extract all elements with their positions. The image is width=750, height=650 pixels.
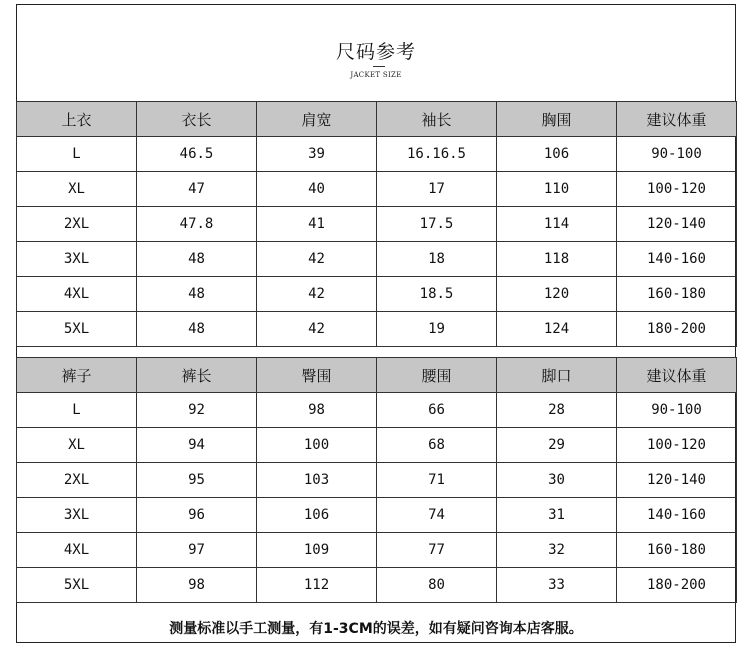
jacket-cell: 2XL	[17, 207, 137, 242]
pants-cell: 29	[497, 428, 617, 463]
pants-row	[17, 463, 737, 498]
pants-cell: 4XL	[17, 533, 137, 568]
jacket-cell: 110	[497, 172, 617, 207]
pants-cell: 68	[377, 428, 497, 463]
title-divider	[373, 66, 385, 67]
pants-cell: 3XL	[17, 498, 137, 533]
jacket-cell: 160-180	[617, 277, 737, 312]
pants-cell: 32	[497, 533, 617, 568]
pants-header-cell: 臀围	[257, 358, 377, 393]
jacket-cell: 42	[257, 242, 377, 277]
pants-cell: 5XL	[17, 568, 137, 603]
jacket-row	[17, 242, 737, 277]
jacket-cell: 46.5	[137, 137, 257, 172]
pants-cell: 71	[377, 463, 497, 498]
pants-cell: 112	[257, 568, 377, 603]
pants-cell: 100	[257, 428, 377, 463]
jacket-cell: 5XL	[17, 312, 137, 347]
pants-cell: 33	[497, 568, 617, 603]
jacket-cell: 180-200	[617, 312, 737, 347]
pants-cell: 100-120	[617, 428, 737, 463]
pants-cell: 140-160	[617, 498, 737, 533]
jacket-cell: 18.5	[377, 277, 497, 312]
jacket-cell: L	[17, 137, 137, 172]
jacket-header-cell: 肩宽	[257, 102, 377, 137]
title-area	[17, 5, 735, 101]
jacket-row	[17, 207, 737, 242]
pants-row	[17, 393, 737, 428]
jacket-cell: 120-140	[617, 207, 737, 242]
jacket-header-cell: 胸围	[497, 102, 617, 137]
pants-header-cell: 腰围	[377, 358, 497, 393]
jacket-size-table	[16, 101, 737, 347]
pants-cell: 77	[377, 533, 497, 568]
jacket-cell: 100-120	[617, 172, 737, 207]
pants-cell: 103	[257, 463, 377, 498]
pants-row	[17, 498, 737, 533]
jacket-cell: 106	[497, 137, 617, 172]
jacket-cell: 48	[137, 242, 257, 277]
jacket-row	[17, 277, 737, 312]
pants-cell: 97	[137, 533, 257, 568]
pants-cell: 90-100	[617, 393, 737, 428]
pants-cell: 2XL	[17, 463, 137, 498]
jacket-cell: 4XL	[17, 277, 137, 312]
pants-cell: 28	[497, 393, 617, 428]
jacket-header-cell: 建议体重	[617, 102, 737, 137]
jacket-cell: 39	[257, 137, 377, 172]
jacket-header-row	[17, 102, 737, 137]
jacket-cell: 42	[257, 312, 377, 347]
jacket-cell: 41	[257, 207, 377, 242]
jacket-row	[17, 312, 737, 347]
jacket-cell: 48	[137, 312, 257, 347]
pants-cell: 96	[137, 498, 257, 533]
jacket-cell: 17	[377, 172, 497, 207]
pants-header-cell: 脚口	[497, 358, 617, 393]
pants-cell: 66	[377, 393, 497, 428]
page-title: 尺码参考	[335, 41, 416, 63]
pants-cell: 92	[137, 393, 257, 428]
pants-cell: 109	[257, 533, 377, 568]
pants-cell: 74	[377, 498, 497, 533]
jacket-cell: 40	[257, 172, 377, 207]
pants-row	[17, 568, 737, 603]
jacket-cell: 42	[257, 277, 377, 312]
measurement-note: 测量标准以手工测量，有1-3CM的误差，如有疑问咨询本店客服。	[169, 621, 583, 637]
pants-row	[17, 428, 737, 463]
page-subtitle: JACKET SIZE	[350, 71, 402, 79]
pants-header-cell: 裤长	[137, 358, 257, 393]
jacket-row	[17, 137, 737, 172]
pants-cell: 106	[257, 498, 377, 533]
pants-cell: 30	[497, 463, 617, 498]
jacket-cell: 3XL	[17, 242, 137, 277]
jacket-row	[17, 172, 737, 207]
jacket-header-cell: 上衣	[17, 102, 137, 137]
pants-header-row	[17, 358, 737, 393]
pants-header-cell: 裤子	[17, 358, 137, 393]
pants-row	[17, 533, 737, 568]
jacket-cell: 17.5	[377, 207, 497, 242]
pants-cell: 95	[137, 463, 257, 498]
pants-cell: 31	[497, 498, 617, 533]
jacket-header-cell: 袖长	[377, 102, 497, 137]
pants-cell: 94	[137, 428, 257, 463]
size-chart-frame	[16, 4, 736, 643]
jacket-cell: 18	[377, 242, 497, 277]
jacket-cell: 120	[497, 277, 617, 312]
pants-cell: 98	[137, 568, 257, 603]
jacket-header-cell: 衣长	[137, 102, 257, 137]
jacket-cell: 47.8	[137, 207, 257, 242]
jacket-cell: 114	[497, 207, 617, 242]
pants-cell: 180-200	[617, 568, 737, 603]
jacket-cell: XL	[17, 172, 137, 207]
pants-header-cell: 建议体重	[617, 358, 737, 393]
jacket-cell: 47	[137, 172, 257, 207]
jacket-cell: 118	[497, 242, 617, 277]
pants-cell: XL	[17, 428, 137, 463]
pants-cell: 80	[377, 568, 497, 603]
jacket-cell: 48	[137, 277, 257, 312]
jacket-cell: 124	[497, 312, 617, 347]
pants-cell: 120-140	[617, 463, 737, 498]
jacket-cell: 16.16.5	[377, 137, 497, 172]
pants-cell: 160-180	[617, 533, 737, 568]
pants-size-table	[16, 357, 737, 603]
pants-cell: 98	[257, 393, 377, 428]
pants-cell: L	[17, 393, 137, 428]
jacket-cell: 90-100	[617, 137, 737, 172]
jacket-cell: 19	[377, 312, 497, 347]
jacket-cell: 140-160	[617, 242, 737, 277]
